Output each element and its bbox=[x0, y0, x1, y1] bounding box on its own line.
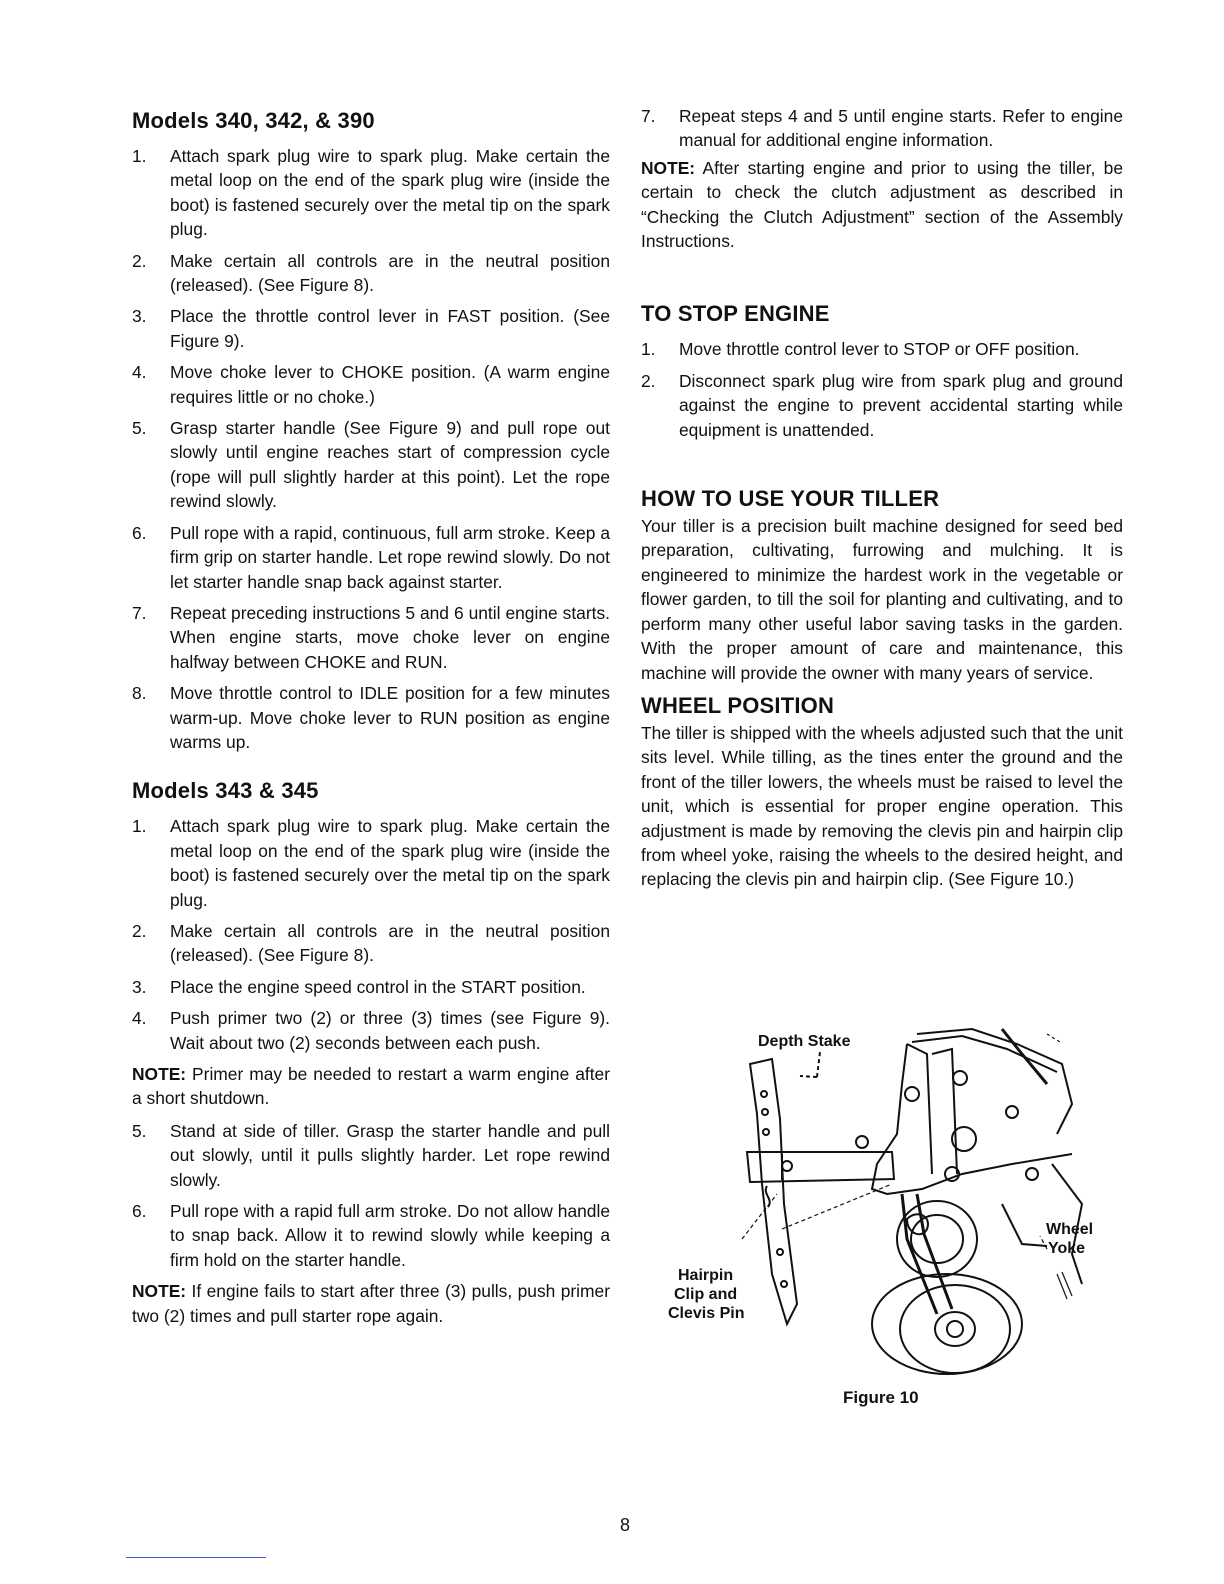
item-number: 8. bbox=[132, 683, 147, 704]
item-number: 1. bbox=[132, 146, 147, 166]
note-paragraph bbox=[132, 1062, 610, 1111]
footer-rule bbox=[126, 1557, 266, 1558]
item-number: 1. bbox=[132, 816, 147, 837]
item-text: Repeat preceding instructions 5 and 6 until engine starts. When engine starts, move choke lever on engine halfway between CHOKE and RUN. bbox=[170, 602, 610, 672]
item-text: Place the throttle control lever in FAST position. (See Figure 9). bbox=[170, 306, 610, 351]
item-text: Place the engine speed control in the START position. bbox=[170, 976, 586, 997]
item-number: 3. bbox=[132, 976, 147, 997]
note-label: NOTE: bbox=[132, 1064, 187, 1084]
section-how-to-use bbox=[641, 486, 1123, 685]
body-paragraph: The tiller is shipped with the wheels adjusted such that the unit sits level. While tilling, as the tines enter the ground and the front of the tiller lowers, the wheels must be raised to level the unit, which is essential for proper engine operation. This adjustment is made by removing the clevis pin and hairpin clip from wheel yoke, raising the wheels to the desired height, and replacing the clevis pin and hairpin clip. (See Figure 10.) bbox=[641, 722, 1123, 890]
instruction-list bbox=[132, 1119, 610, 1272]
note-paragraph bbox=[132, 1279, 610, 1328]
item-text: Move throttle control to IDLE position for a few minutes warm-up. Move choke lever to RUN position as engine warms up. bbox=[170, 683, 610, 752]
label-wheel: Wheel bbox=[1046, 1221, 1094, 1238]
list-item bbox=[132, 681, 610, 754]
note-text: After starting engine and prior to using the tiller, be certain to check the clutch adjustment as described in “Checking the Clutch Adjustment” section of the Assembly Instructions. bbox=[641, 157, 1123, 252]
note-label: NOTE: bbox=[641, 157, 696, 178]
section-heading: Models 340, 342, & 390 bbox=[132, 108, 375, 133]
note-paragraph bbox=[641, 156, 1123, 254]
list-item bbox=[132, 1199, 610, 1272]
list-item bbox=[641, 104, 1123, 153]
list-item bbox=[132, 814, 610, 912]
item-number: 6. bbox=[132, 1201, 147, 1222]
label-yoke: Yoke bbox=[1048, 1240, 1086, 1257]
list-item bbox=[132, 521, 610, 594]
item-number: 1. bbox=[641, 339, 656, 360]
item-number: 4. bbox=[132, 362, 147, 383]
instruction-list bbox=[641, 104, 1123, 153]
list-item bbox=[132, 975, 610, 999]
section-wheel-position bbox=[641, 693, 1123, 892]
item-number: 7. bbox=[641, 106, 656, 126]
label-hairpin: Hairpin bbox=[678, 1267, 734, 1284]
item-text: Grasp starter handle (See Figure 9) and pull rope out slowly until engine reaches start of compression cycle (rope will pull slightly harder at this point). Let the rope rewind slowly. bbox=[170, 418, 610, 512]
section-heading: WHEEL POSITION bbox=[641, 692, 835, 718]
section-to-stop-engine bbox=[641, 301, 1123, 442]
body-paragraph: Your tiller is a precision built machine designed for seed bed preparation, cultivating, furrowing and mulching. It is engineered to minimize the hardest work in the vegetable or flower garden, to till the soil for planting and cultivating, and to perform many other useful labor saving tasks in the garden. With the proper amount of care and maintenance, this machine will provide the owner with many years of service. bbox=[641, 516, 1123, 683]
item-number: 7. bbox=[132, 602, 147, 623]
tiller-wheel-illustration bbox=[662, 1024, 1112, 1384]
item-text: Make certain all controls are in the neutral position (released). (See Figure 8). bbox=[170, 920, 610, 966]
item-text: Attach spark plug wire to spark plug. Make certain the metal loop on the end of the spark plug wire (inside the boot) is fastened securely over the metal tip on the spark plug. bbox=[170, 146, 610, 240]
left-column bbox=[132, 108, 610, 1336]
item-number: 2. bbox=[132, 920, 147, 941]
item-text: Stand at side of tiller. Grasp the starter handle and pull out slowly, until it pulls slightly harder. Let rope rewind slowly. bbox=[170, 1120, 610, 1190]
note-label: NOTE: bbox=[132, 1281, 187, 1302]
label-clip-and: Clip and bbox=[674, 1286, 738, 1303]
instruction-list bbox=[641, 337, 1123, 442]
item-number: 2. bbox=[132, 250, 147, 271]
figure-10 bbox=[662, 1024, 1112, 1384]
item-text: Make certain all controls are in the neutral position (released). (See Figure 8). bbox=[170, 250, 610, 296]
list-item bbox=[132, 144, 610, 242]
label-clevis-pin: Clevis Pin bbox=[668, 1305, 745, 1322]
list-item bbox=[132, 360, 610, 409]
item-text: Push primer two (2) or three (3) times (see Figure 9). Wait about two (2) seconds between each push. bbox=[170, 1008, 610, 1053]
item-text: Disconnect spark plug wire from spark plug and ground against the engine to prevent accidental starting while equipment is unattended. bbox=[679, 370, 1123, 440]
item-number: 2. bbox=[641, 370, 656, 391]
note-text: If engine fails to start after three (3) pulls, push primer two (2) times and pull starter rope again. bbox=[132, 1281, 610, 1326]
list-item bbox=[132, 1006, 610, 1055]
item-text: Move choke lever to CHOKE position. (A warm engine requires little or no choke.) bbox=[170, 362, 610, 407]
item-number: 4. bbox=[132, 1008, 147, 1029]
list-item bbox=[132, 601, 610, 674]
list-item bbox=[132, 416, 610, 514]
item-number: 5. bbox=[132, 1120, 147, 1141]
figure-caption: Figure 10 bbox=[843, 1388, 919, 1407]
item-text: Repeat steps 4 and 5 until engine starts. Refer to engine manual for additional engine information. bbox=[679, 106, 1123, 151]
list-item bbox=[132, 304, 610, 353]
list-item bbox=[641, 369, 1123, 442]
item-number: 3. bbox=[132, 306, 147, 327]
section-heading: HOW TO USE YOUR TILLER bbox=[641, 486, 940, 512]
item-text: Attach spark plug wire to spark plug. Make certain the metal loop on the end of the spark plug wire (inside the boot) is fastened securely over the metal tip on the spark plug. bbox=[170, 816, 610, 910]
section-heading: Models 343 & 345 bbox=[132, 778, 319, 804]
instruction-list bbox=[132, 814, 610, 1055]
item-text: Pull rope with a rapid full arm stroke. Do not allow handle to snap back. Allow it to rewind slowly while keeping a firm hold on the starter handle. bbox=[170, 1201, 610, 1270]
item-number: 6. bbox=[132, 522, 147, 543]
item-number: 5. bbox=[132, 418, 147, 439]
label-depth-stake: Depth Stake bbox=[758, 1033, 851, 1050]
list-item bbox=[641, 337, 1123, 361]
list-item bbox=[132, 1119, 610, 1192]
note-text: Primer may be needed to restart a warm engine after a short shutdown. bbox=[132, 1064, 610, 1109]
section-heading: TO STOP ENGINE bbox=[641, 301, 830, 327]
right-column bbox=[641, 104, 1123, 900]
item-text: Pull rope with a rapid, continuous, full arm stroke. Keep a firm grip on starter handle. Let rope rewind slowly. Do not let starter handle snap back against starter. bbox=[170, 522, 610, 592]
item-text: Move throttle control lever to STOP or OFF position. bbox=[679, 339, 1080, 360]
page-number: 8 bbox=[619, 1515, 630, 1535]
instruction-list bbox=[132, 144, 610, 754]
list-item bbox=[132, 249, 610, 298]
section-models-343-345 bbox=[132, 778, 610, 1328]
section-models-340-342-390 bbox=[132, 108, 610, 754]
list-item bbox=[132, 919, 610, 968]
